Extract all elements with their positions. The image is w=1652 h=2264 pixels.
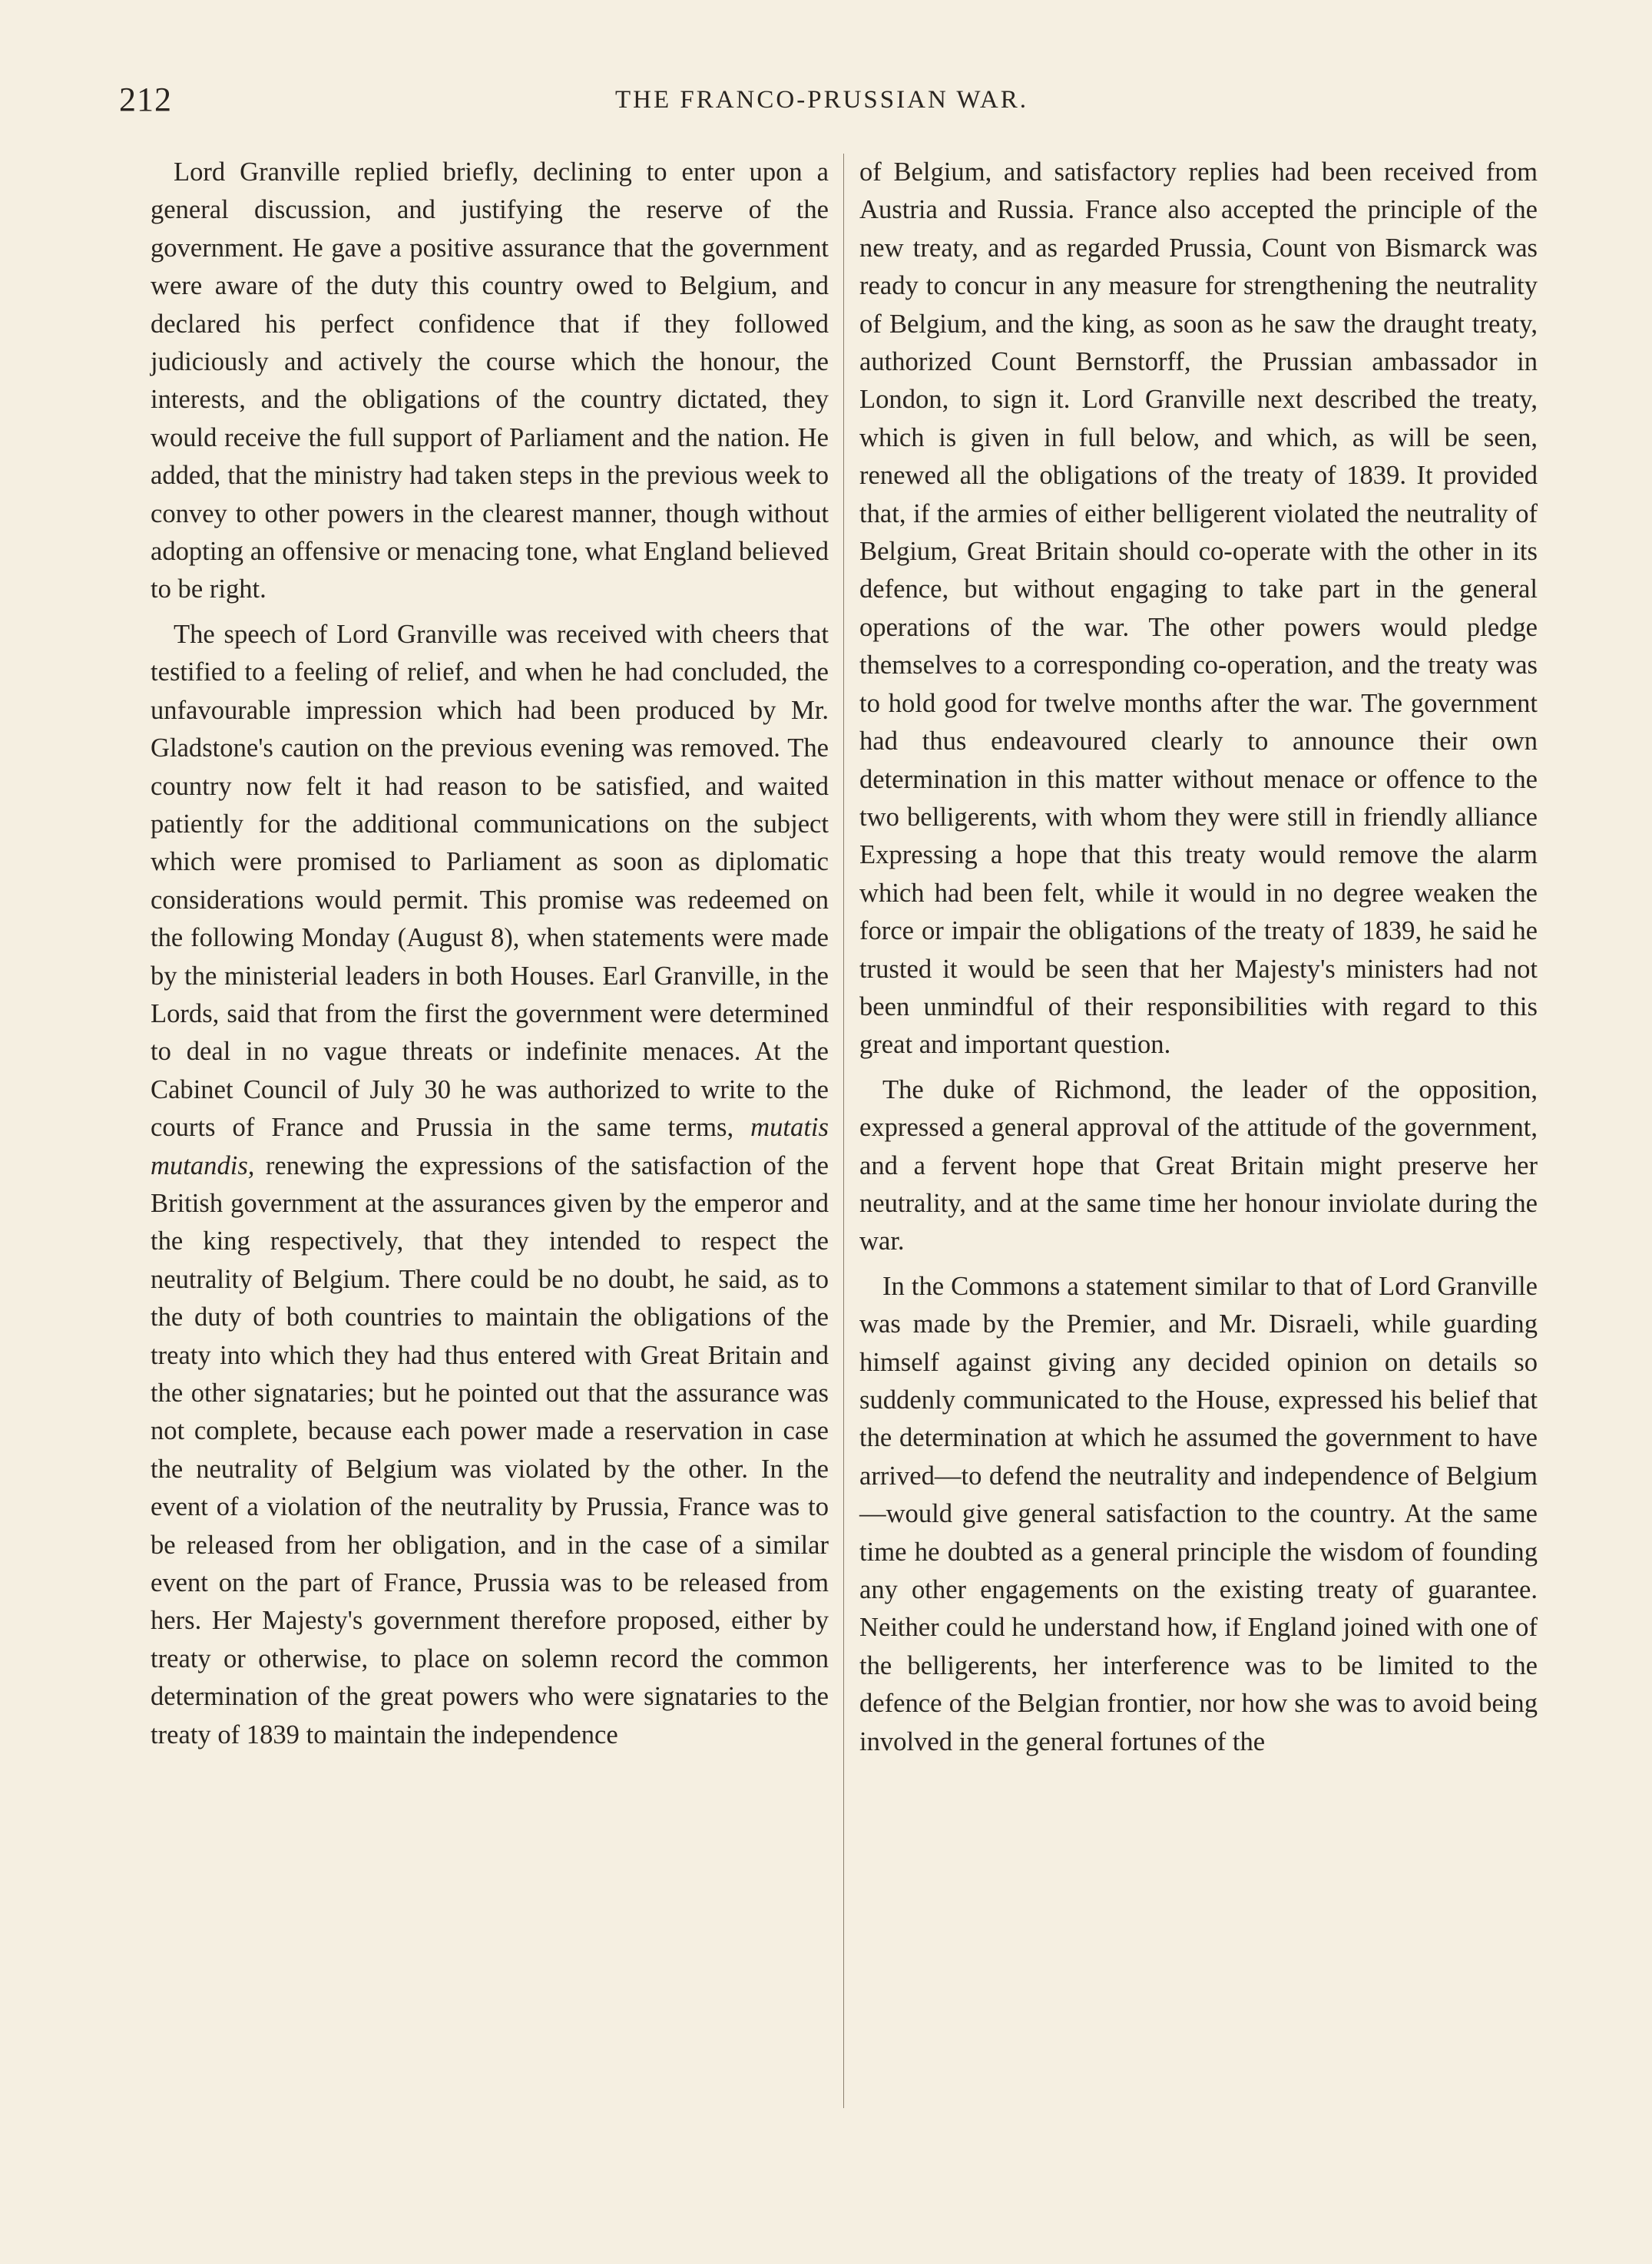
paragraph-granville-reply: Lord Granville replied briefly, declining to enter upon a general discussion, and justifying the reserve of the government. He gave a positive assurance that the government were aware of the duty this country owed to Belgium, and declared his perfect confidence that if they followed judiciously and actively the course which the honour, the interests, and the obligations of the country dictated, they would receive the full support of Parliament and the nation. He added, that the ministry had taken steps in the previous week to convey to other powers in the clearest manner, though without adopting an offensive or menacing tone, what England believed to be right. — [151, 157, 829, 604]
italic-phrase: mutatis mutandis, — [151, 1113, 829, 1180]
paragraph-text-part: renewing the expressions of the satisfaction of the British government at the assurances given by the emperor and the king respectively, that they intended to respect the neutrality of Belgium. There could be no doubt, he said, as to the duty of both countries to maintain the obligations of the treaty into which they had thus entered with Great Britain and the other signataries; but he pointed out that the assurance was not complete, because each power made a reservation in case the neutrality of Belgium was violated by the other. In the event of a violation of the neutrality by Prussia, France was to be released from her obligation, and in the case of a similar event on the part of France, Prussia was to be released from hers. Her Majesty's government therefore proposed, either by treaty or otherwise, to place on solemn record the common determination of the great powers who were signataries to the treaty of 1839 to maintain the independence — [151, 1150, 829, 1749]
paragraph-speech-reception — [151, 616, 829, 1754]
right-column — [859, 154, 1538, 1761]
left-column — [151, 154, 829, 1754]
column-divider — [843, 154, 844, 2108]
paragraph-commons-statement: In the Commons a statement similar to that of Lord Granville was made by the Premier, and Mr. Disraeli, while guarding himself against giving any decided opinion on details so suddenly communicated to the House, expressed his belief that the determination at which he assumed the government to have arrived—to defend the neutrality and independence of Belgium—would give general satisfaction to the country. At the same time he doubted as a general principle the wisdom of founding any other engagements on the existing treaty of guarantee. Neither could he understand how, if England joined with one of the belligerents, her interference was to be limited to the defence of the Belgian frontier, nor how she was to avoid being involved in the general fortunes of the — [859, 1271, 1538, 1756]
paragraph-continued: of Belgium, and satisfactory replies had been received from Austria and Russia. France also accepted the principle of the new treaty, and as regarded Prussia, Count von Bismarck was ready to concur in any measure for strengthening the neutrality of Belgium, and the king, as soon as he saw the draught treaty, authorized Count Bernstorff, the Prussian ambassador in London, to sign it. Lord Granville next described the treaty, which is given in full below, and which, as will be seen, renewed all the obligations of the treaty of 1839. It provided that, if the armies of either belligerent violated the neutrality of Belgium, Great Britain should co-operate with the other in its defence, but without engaging to take part in the general operations of the war. The other powers would pledge themselves to a corresponding co-operation, and the treaty was to hold good for twelve months after the war. The government had thus endeavoured clearly to announce their own determination in this matter without menace or offence to the two belligerents, with whom they were still in friendly alliance Expressing a hope that this treaty would remove the alarm which had been felt, while it would in no degree weaken the force or impair the obligations of the treaty of 1839, he said he trusted it would be seen that her Majesty's ministers had not been unmindful of their responsibilities with regard to this great and important question. — [859, 157, 1538, 1060]
paragraph-text-part: The speech of Lord Granville was received with cheers that testified to a feeling of relief, and when he had concluded, the unfavourable impression which had been produced by Mr. Gladstone's caution on the previous evening was removed. The country now felt it had reason to be satisfied, and waited patiently for the additional communications on the subject which were promised to Parliament as soon as diplomatic considerations would permit. This promise was redeemed on the following Monday (August 8), when statements were made by the ministerial leaders in both Houses. Earl Granville, in the Lords, said that from the first the government were determined to deal in no vague threats or indefinite menaces. At the Cabinet Council of July 30 he was authorized to write to the courts of France and Prussia in the same terms, — [151, 619, 829, 1143]
page-number: 212 — [119, 81, 172, 118]
running-title: THE FRANCO-PRUSSIAN WAR. — [614, 86, 1029, 114]
paragraph-duke-of-richmond: The duke of Richmond, the leader of the opposition, expressed a general approval of the attitude of the government, and a fervent hope that Great Britain might preserve her neutrality, and at the same time her honour inviolate during the war. — [859, 1074, 1538, 1256]
